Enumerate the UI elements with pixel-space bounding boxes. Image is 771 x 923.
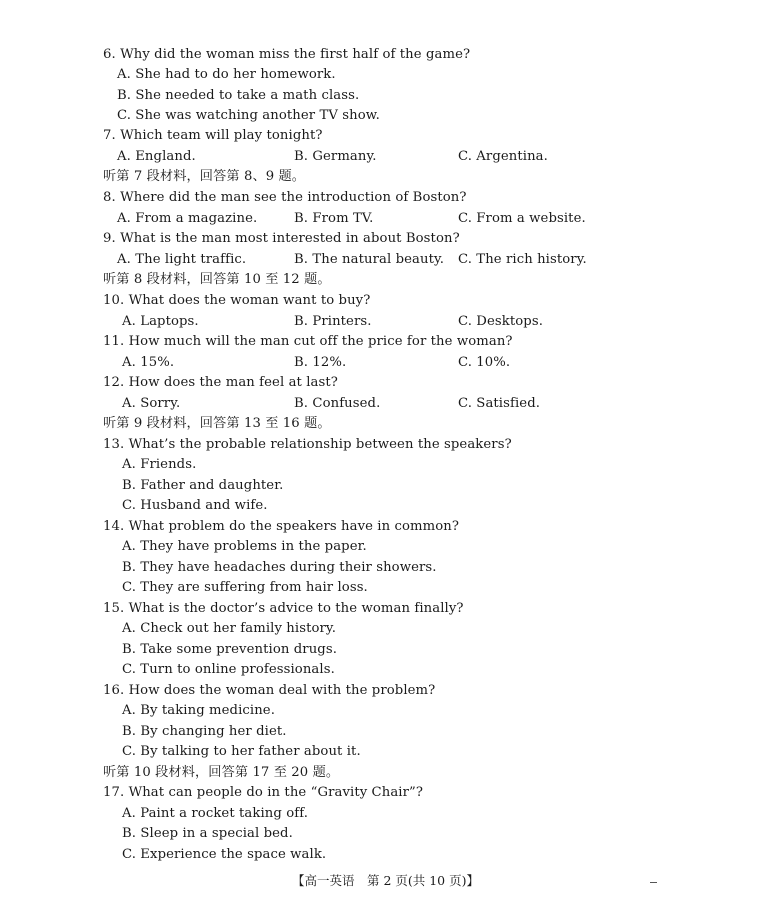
question-17-option-a: A. Paint a rocket taking off. — [122, 806, 309, 821]
question-16-option-c: C. By talking to her father about it. — [122, 744, 361, 759]
question-14-option-a: A. They have problems in the paper. — [122, 539, 367, 554]
question-13-stem: 13. What’s the probable relationship between the speakers? — [103, 437, 512, 452]
question-8-option-b: B. From TV. — [294, 211, 374, 226]
question-7-option-c: C. Argentina. — [458, 149, 548, 164]
question-14-stem: 14. What problem do the speakers have in common? — [103, 519, 460, 534]
section-heading-9: 听第 9 段材料，回答第 13 至 16 题。 — [103, 416, 331, 431]
question-7-option-b: B. Germany. — [294, 149, 377, 164]
footer-mark — [650, 882, 657, 883]
question-15-stem: 15. What is the doctor’s advice to the woman finally? — [103, 601, 464, 616]
section-heading-10: 听第 10 段材料，回答第 17 至 20 题。 — [103, 765, 340, 780]
question-10-option-b: B. Printers. — [294, 314, 372, 329]
section-heading-7: 听第 7 段材料，回答第 8、9 题。 — [103, 169, 306, 184]
question-13-option-c: C. Husband and wife. — [122, 498, 268, 513]
question-16-option-a: A. By taking medicine. — [122, 703, 275, 718]
question-14-option-c: C. They are suffering from hair loss. — [122, 580, 368, 595]
question-9-stem: 9. What is the man most interested in about Boston? — [103, 231, 460, 246]
question-12-option-b: B. Confused. — [294, 396, 381, 411]
question-11-option-b: B. 12%. — [294, 355, 347, 370]
question-12-stem: 12. How does the man feel at last? — [103, 375, 338, 390]
question-10-stem: 10. What does the woman want to buy? — [103, 293, 371, 308]
question-6-option-b: B. She needed to take a math class. — [117, 88, 360, 103]
question-9-option-a: A. The light traffic. — [117, 252, 247, 267]
question-16-stem: 16. How does the woman deal with the problem? — [103, 683, 436, 698]
question-12-option-c: C. Satisfied. — [458, 396, 541, 411]
question-7-option-a: A. England. — [117, 149, 196, 164]
question-17-option-b: B. Sleep in a special bed. — [122, 826, 293, 841]
question-13-option-a: A. Friends. — [122, 457, 197, 472]
question-11-option-a: A. 15%. — [122, 355, 175, 370]
question-12-option-a: A. Sorry. — [122, 396, 181, 411]
question-15-option-b: B. Take some prevention drugs. — [122, 642, 337, 657]
question-13-option-b: B. Father and daughter. — [122, 478, 284, 493]
question-14-option-b: B. They have headaches during their showers. — [122, 560, 437, 575]
question-11-stem: 11. How much will the man cut off the price for the woman? — [103, 334, 513, 349]
question-17-stem: 17. What can people do in the “Gravity Chair”? — [103, 785, 424, 800]
question-8-option-c: C. From a website. — [458, 211, 586, 226]
page-footer: 【高一英语 第 2 页(共 10 页)】 — [291, 873, 479, 888]
question-15-option-c: C. Turn to online professionals. — [122, 662, 335, 677]
question-6-option-a: A. She had to do her homework. — [117, 67, 336, 82]
question-8-option-a: A. From a magazine. — [117, 211, 258, 226]
question-15-option-a: A. Check out her family history. — [122, 621, 337, 636]
question-7-stem: 7. Which team will play tonight? — [103, 128, 323, 143]
question-17-option-c: C. Experience the space walk. — [122, 847, 327, 862]
question-11-option-c: C. 10%. — [458, 355, 511, 370]
question-6-option-c: C. She was watching another TV show. — [117, 108, 380, 123]
question-6-stem: 6. Why did the woman miss the first half of the game? — [103, 47, 471, 62]
question-9-option-b: B. The natural beauty. — [294, 252, 445, 267]
question-10-option-c: C. Desktops. — [458, 314, 543, 329]
question-8-stem: 8. Where did the man see the introduction of Boston? — [103, 190, 467, 205]
question-16-option-b: B. By changing her diet. — [122, 724, 287, 739]
question-10-option-a: A. Laptops. — [122, 314, 199, 329]
question-9-option-c: C. The rich history. — [458, 252, 587, 267]
section-heading-8: 听第 8 段材料，回答第 10 至 12 题。 — [103, 272, 331, 287]
